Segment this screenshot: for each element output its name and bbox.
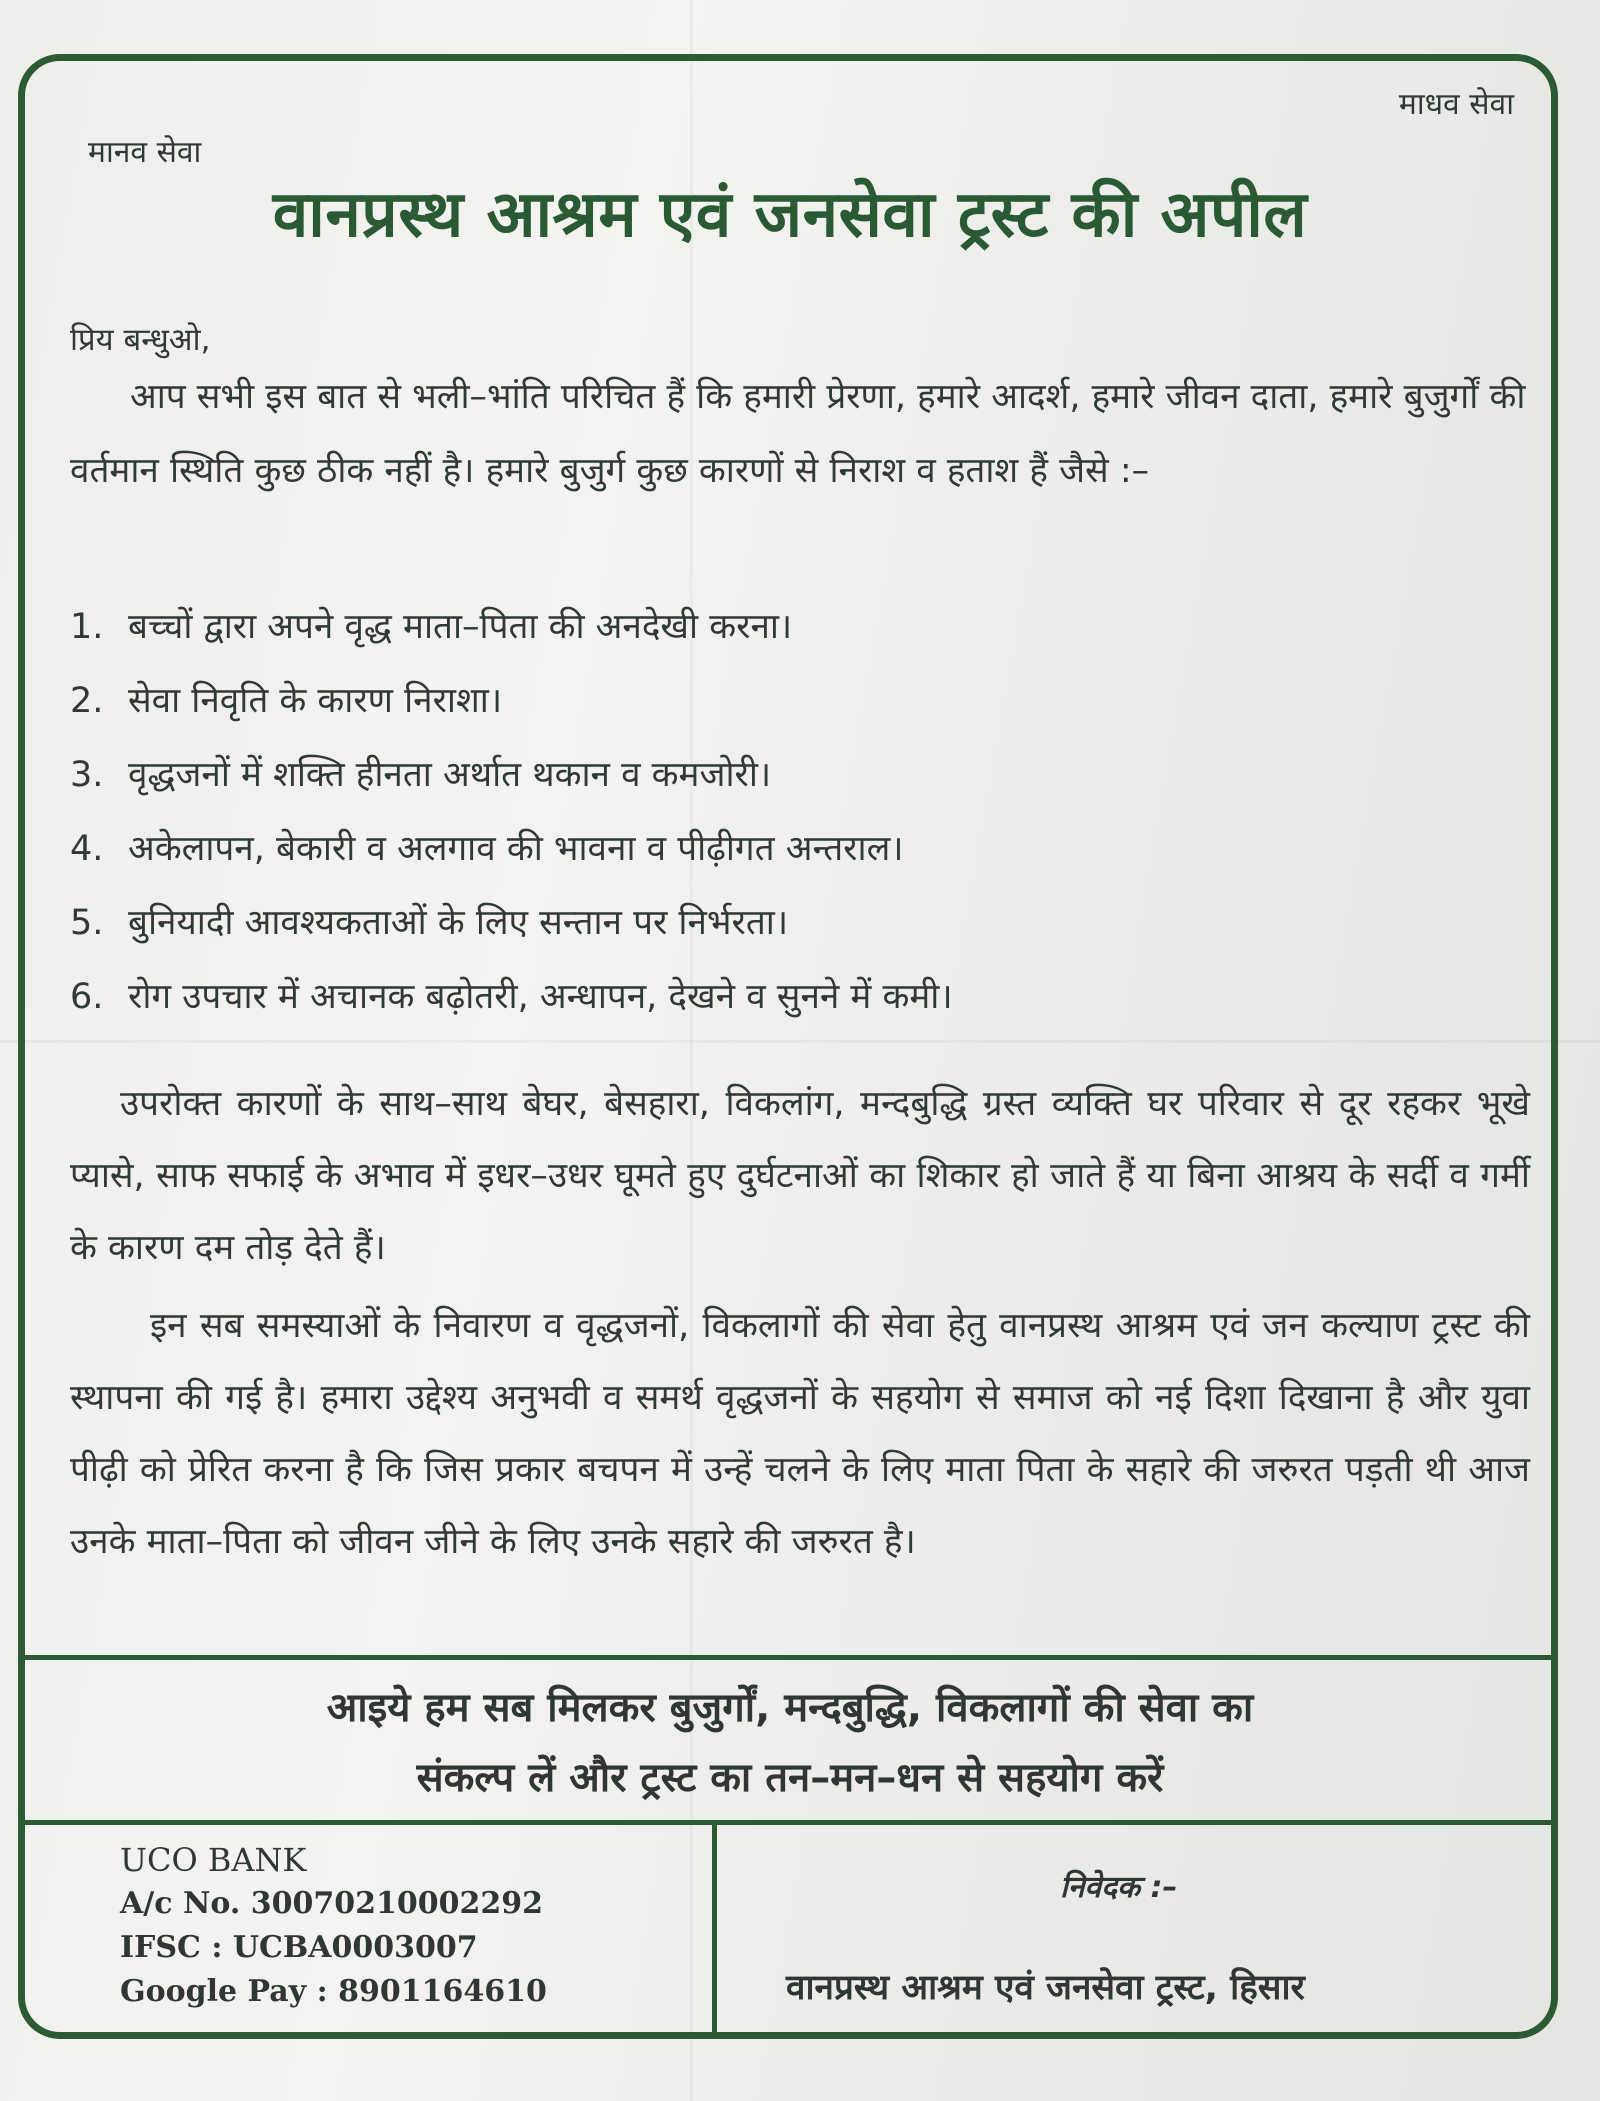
requester-organisation: वानप्रस्थ आश्रम एवं जनसेवा ट्रस्ट, हिसार bbox=[786, 1968, 1305, 2008]
list-item-number: 5. bbox=[70, 903, 104, 943]
list-item-text: बच्चों द्वारा अपने वृद्ध माता–पिता की अनदेखी करना। bbox=[128, 607, 793, 647]
list-item-text: सेवा निवृति के कारण निराशा। bbox=[128, 681, 503, 721]
google-pay-number: Google Pay : 8901164610 bbox=[120, 1974, 547, 2009]
divider-line bbox=[24, 1655, 1552, 1660]
list-item bbox=[70, 972, 1530, 1046]
list-item-number: 4. bbox=[70, 829, 104, 869]
list-item-text: बुनियादी आवश्यकताओं के लिए सन्तान पर निर्भरता। bbox=[128, 903, 789, 943]
list-item-text: वृद्धजनों में शक्ति हीनता अर्थात थकान व कमजोरी। bbox=[128, 755, 772, 795]
ifsc-code: IFSC : UCBA0003007 bbox=[120, 1930, 478, 1965]
list-item bbox=[70, 824, 1530, 898]
appeal-title: वानप्रस्थ आश्रम एवं जनसेवा ट्रस्ट की अपील bbox=[272, 178, 1308, 252]
reasons-list bbox=[70, 602, 1530, 1046]
column-divider bbox=[712, 1822, 717, 2032]
paragraph-causes: उपरोक्त कारणों के साथ–साथ बेघर, बेसहारा, विकलांग, मन्दबुद्धि ग्रस्त व्यक्ति घर परिवार से दूर रहकर भूखे प्यासे, साफ सफाई के अभाव में इधर–उधर घूमते हुए दुर्घटनाओं का शिकार हो जाते हैं या बिना आश्रय के सर्दी व गर्मी के कारण दम तोड़ देते हैं। bbox=[70, 1084, 1530, 1268]
salutation: प्रिय बन्धुओ, bbox=[70, 322, 211, 358]
list-item bbox=[70, 750, 1530, 824]
pledge-line-2: संकल्प लें और ट्रस्ट का तन–मन–धन से सहयोग करें bbox=[416, 1755, 1164, 1801]
pledge-line-1: आइये हम सब मिलकर बुजुर्गों, मन्दबुद्धि, विकलागों की सेवा का bbox=[326, 1685, 1254, 1731]
tag-manav-seva: मानव सेवा bbox=[88, 135, 202, 170]
list-item bbox=[70, 898, 1530, 972]
divider-line bbox=[24, 1820, 1552, 1825]
bank-name: UCO BANK bbox=[120, 1841, 307, 1879]
list-item bbox=[70, 602, 1530, 676]
paragraph-objective: इन सब समस्याओं के निवारण व वृद्धजनों, विकलागों की सेवा हेतु वानप्रस्थ आश्रम एवं जन कल्याण ट्रस्ट की स्थापना की गई है। हमारा उद्देश्य अनुभवी व समर्थ वृद्धजनों के सहयोग से समाज को नई दिशा दिखाना है और युवा पीढ़ी को प्रेरित करना है कि जिस प्रकार बचपन में उन्हें चलने के लिए माता पिता के सहारे की जरुरत पड़ती थी आज उनके माता–पिता को जीवन जीने के लिए उनके सहारे की जरुरत है। bbox=[70, 1306, 1530, 1562]
list-item-text: अकेलापन, बेकारी व अलगाव की भावना व पीढ़ीगत अन्तराल। bbox=[128, 829, 904, 869]
bank-details bbox=[120, 1838, 547, 2014]
requester-label: निवेदक :– bbox=[1060, 1870, 1178, 1905]
list-item-text: रोग उपचार में अचानक बढ़ोतरी, अन्धापन, देखने व सुनने में कमी। bbox=[128, 977, 953, 1017]
pledge-box bbox=[60, 1673, 1520, 1813]
list-item-number: 6. bbox=[70, 977, 104, 1017]
list-item bbox=[70, 676, 1530, 750]
list-item-number: 3. bbox=[70, 755, 104, 795]
intro-paragraph: आप सभी इस बात से भली–भांति परिचित हैं कि हमारी प्रेरणा, हमारे आदर्श, हमारे जीवन दाता, हमारे बुजुर्गों की वर्तमान स्थिति कुछ ठीक नहीं है। हमारे बुजुर्ग कुछ कारणों से निराश व हताश हैं जैसे :– bbox=[70, 377, 1526, 491]
tag-madhav-seva: माधव सेवा bbox=[1398, 87, 1514, 122]
list-item-number: 1. bbox=[70, 607, 104, 647]
account-number: A/c No. 30070210002292 bbox=[120, 1886, 543, 1921]
list-item-number: 2. bbox=[70, 681, 104, 721]
